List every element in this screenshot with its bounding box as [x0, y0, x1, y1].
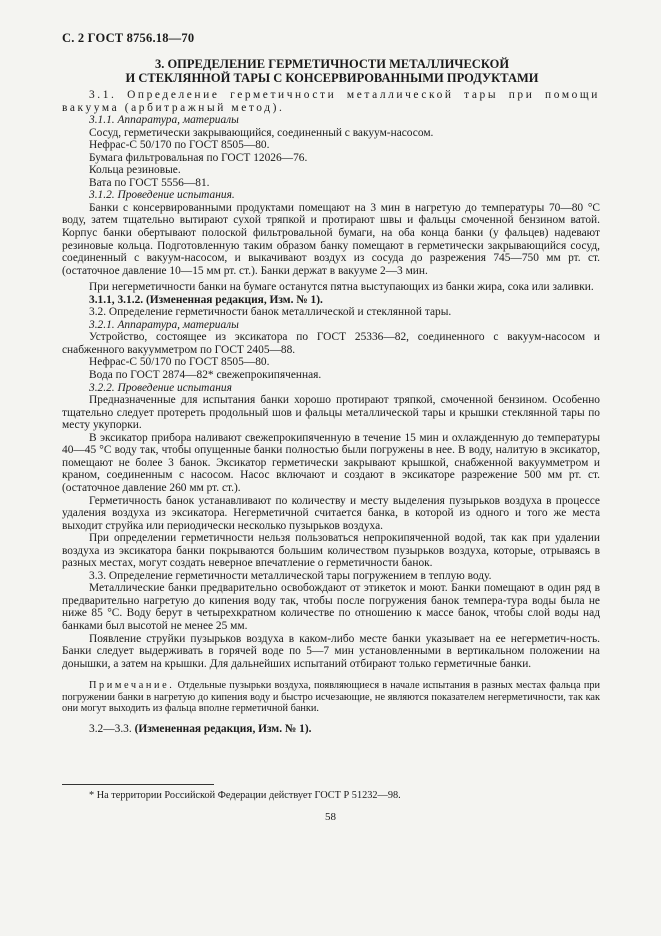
- note-text: Отдельные пузырьки воздуха, появляющиеся в начале испытания в разных местах фальца при погружении банки в нагретую до кипения воду и быстро исчезающие, не являются показателем негерметичности, так как они могут выходить из фальца вполне герметичной банки.: [62, 680, 600, 715]
- page-header: С. 2 ГОСТ 8756.18—70: [62, 31, 195, 45]
- amendment-prefix: 3.2—3.3.: [89, 722, 132, 735]
- section-title-line-1: 3. ОПРЕДЕЛЕНИЕ ГЕРМЕТИЧНОСТИ МЕТАЛЛИЧЕСКОЙ: [154, 57, 510, 71]
- paragraph: Устройство, состоящее из эксикатора по ГОСТ 25336—82, соединенного с вакуум-насосом и снабженного вакуумметром по ГОСТ 2405—88.: [62, 331, 600, 356]
- list-item: Нефрас-С 50/170 по ГОСТ 8505—80.: [89, 139, 270, 152]
- subheading-3-1-2: 3.1.2. Проведение испытания.: [89, 189, 235, 202]
- paragraph-3-1: 3.1. Определение герметичности металлической тары при помощи вакуума (арбитражный метод).: [62, 89, 600, 114]
- amendment-bold: (Измененная редакция, Изм. № 1).: [134, 722, 312, 735]
- list-item: Нефрас-С 50/170 по ГОСТ 8505—80.: [89, 356, 270, 369]
- paragraph: Появление струйки пузырьков воздуха в каком-либо месте банки указывает на ее негерметич-ность. Банки следует выдерживать в горячей воде по 5—7 мин установленными в вертикальном положении на донышки, а затем на крышки. Для дальнейших испытаний отбирают только герметичные банки.: [62, 632, 600, 670]
- paragraph: В эксикатор прибора наливают свежепрокипяченную в течение 15 мин и охлажденную до температуры 40—45 °С воду так, чтобы опущенные банки полностью были погружены в нее. В воду, налитую в эксикатор, помещают не более 3 банок. Эксикатор герметически закрывают крышкой, снабженной вакуумметром и краном, соединенным с насосом. Насос включают и создают в эксикаторе разрежение 500 мм рт. ст. (остаточное давление 260 мм рт. ст.).: [62, 431, 600, 494]
- list-item: Бумага фильтровальная по ГОСТ 12026—76.: [89, 151, 308, 164]
- list-item: Вата по ГОСТ 5556—81.: [89, 176, 210, 189]
- paragraph: Металлические банки предварительно освобождают от этикеток и моют. Банки помещают в один ряд в предварительно нагретую до кипения воду так, чтобы после погружения банок темпера-тура воды была не ниже 85 °С. Воду берут в четырехкратном количестве по отношению к массе банок, чтобы слой воды над банками был высотой не менее 25 мм.: [62, 582, 600, 632]
- paragraph: При негерметичности банки на бумаге останутся пятна выступающих из банки жира, сока или заливки.: [89, 281, 594, 294]
- footnote: * На территории Российской Федерации действует ГОСТ Р 51232—98.: [89, 790, 401, 801]
- section-title-line-2: И СТЕКЛЯННОЙ ТАРЫ С КОНСЕРВИРОВАННЫМИ ПРОДУКТАМИ: [125, 71, 539, 85]
- paragraph: Герметичность банок устанавливают по количеству и месту выделения пузырьков воздуха в процессе удаления воздуха из эксикатора. Негерметичной считается банка, в которой из одного и того же места выходит струйка или периодически несколько пузырьков воздуха.: [62, 494, 600, 532]
- subheading-3-1-1: 3.1.1. Аппаратура, материалы: [89, 114, 239, 127]
- footnote-divider: [62, 784, 214, 785]
- note-label: Примечание.: [89, 680, 175, 692]
- paragraph-3-2: 3.2. Определение герметичности банок металлической и стеклянной тары.: [89, 306, 452, 319]
- paragraph: При определении герметичности нельзя пользоваться непрокипяченной водой, так как при удалении воздуха из эксикатора банки покрываются большим количеством пузырьков воздуха, которые, отрываясь в разных местах, могут создать неверное впечатление о герметичности банок.: [62, 532, 600, 570]
- list-item: Сосуд, герметически закрывающийся, соединенный с вакуум-насосом.: [89, 126, 434, 139]
- amendment-note: [62, 723, 600, 736]
- paragraph-3-3: 3.3. Определение герметичности металлической тары погружением в теплую воду.: [89, 569, 492, 582]
- section-title: [62, 57, 602, 85]
- subheading-3-2-1: 3.2.1. Аппаратура, материалы: [89, 318, 239, 331]
- paragraph: Банки с консервированными продуктами помещают на 3 мин в нагретую до температуры 70—80 °С воду, затем тщательно вытирают сухой тряпкой и протирают швы и фальцы смоченной бензином ватой. Корпус банки обертывают полоской фильтровальной бумаги, на оба конца банки (у фальцев) надевают резиновые кольца. Подготовленную таким образом банку помещают в герметически закрывающийся сосуд, соединенный с вакуум-насосом, и выкачивают воздух из сосуда до разрежения 745—750 мм рт. ст. (остаточное давление 10—15 мм рт. ст.). Банки держат в вакууме 2—3 мин.: [62, 201, 600, 277]
- amendment-note: 3.1.1, 3.1.2. (Измененная редакция, Изм. № 1).: [89, 293, 323, 306]
- list-item: Вода по ГОСТ 2874—82* свежепрокипяченная.: [89, 369, 322, 382]
- note: [62, 680, 600, 715]
- subheading-3-2-2: 3.2.2. Проведение испытания: [89, 381, 232, 394]
- list-item: Кольца резиновые.: [89, 164, 181, 177]
- paragraph: Предназначенные для испытания банки хорошо протирают тряпкой, смоченной бензином. Особенно тщательно следует протереть продольный шов и фальцы металлической тары и крышки стеклянной тары по месту укупорки.: [62, 394, 600, 432]
- document-body: [62, 89, 600, 735]
- page-number: 58: [325, 811, 336, 823]
